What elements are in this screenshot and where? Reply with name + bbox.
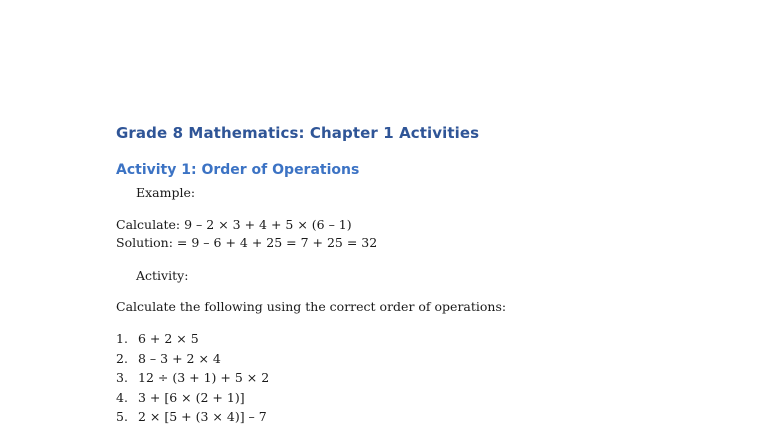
list-item <box>116 351 269 371</box>
instruction-text: Calculate the following using the correct order of operations: <box>116 299 507 314</box>
list-item-expression: 6 + 2 × 5 <box>138 331 199 346</box>
activity-label: Activity: <box>136 268 189 283</box>
list-item <box>116 390 269 410</box>
list-item-expression: 3 + [6 × (2 + 1)] <box>138 389 245 405</box>
list-item-number: 4. <box>116 389 128 405</box>
list-item <box>116 331 269 351</box>
list-item-number: 1. <box>116 331 128 346</box>
list-item <box>116 370 269 390</box>
example-calculate: Calculate: 9 – 2 × 3 + 4 + 5 × (6 – 1) <box>116 217 352 232</box>
example-solution: Solution: = 9 – 6 + 4 + 25 = 7 + 25 = 32 <box>116 235 378 250</box>
list-item-number: 3. <box>116 370 128 385</box>
list-item-number: 5. <box>116 409 128 424</box>
list-item-expression: 12 ÷ (3 + 1) + 5 × 2 <box>138 370 270 385</box>
list-item-expression: 2 × [5 + (3 × 4)] – 7 <box>138 409 267 424</box>
problem-list <box>116 331 269 429</box>
list-item-expression: 8 – 3 + 2 × 4 <box>138 350 221 366</box>
list-item <box>116 409 269 429</box>
document-title: Grade 8 Mathematics: Chapter 1 Activities <box>116 124 480 142</box>
list-item-number: 2. <box>116 350 128 366</box>
example-label: Example: <box>136 185 196 200</box>
activity-heading: Activity 1: Order of Operations <box>116 162 360 178</box>
